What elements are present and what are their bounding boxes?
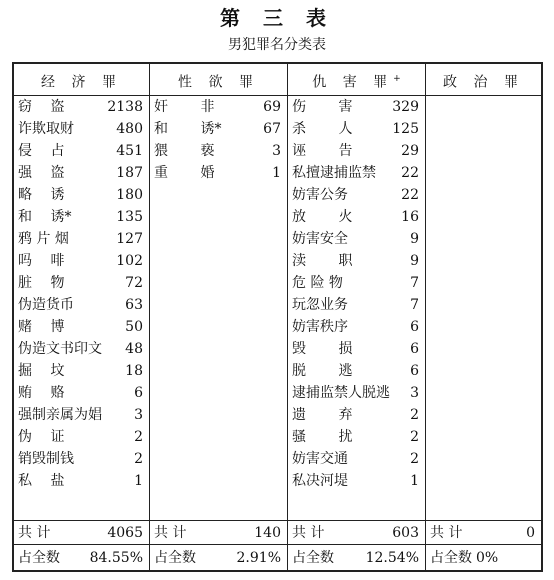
total-value: 603 bbox=[392, 525, 419, 541]
crime-count: 7 bbox=[410, 275, 419, 291]
percentage-value: 12.54% bbox=[365, 550, 419, 566]
crime-count: 125 bbox=[392, 121, 419, 137]
crime-label: 强 盗 bbox=[18, 165, 65, 181]
table-row bbox=[288, 206, 425, 228]
table-row bbox=[14, 294, 149, 316]
table-subtitle: 男犯罪名分类表 bbox=[228, 37, 326, 53]
crime-count: 9 bbox=[410, 231, 419, 247]
column-header bbox=[14, 64, 149, 96]
row-list bbox=[14, 96, 149, 492]
table-row bbox=[14, 96, 149, 118]
percentage-label: 占全数 bbox=[18, 550, 60, 566]
table-row bbox=[288, 228, 425, 250]
total-row bbox=[150, 520, 287, 545]
crime-count: 7 bbox=[410, 297, 419, 313]
table-row bbox=[14, 360, 149, 382]
crime-label: 猥 亵 bbox=[154, 143, 215, 159]
column-sexual bbox=[149, 64, 287, 570]
table-row bbox=[14, 184, 149, 206]
crime-count: 2 bbox=[410, 407, 419, 423]
crime-label: 私 盐 bbox=[18, 473, 65, 489]
row-list bbox=[288, 96, 425, 492]
crime-table bbox=[12, 62, 543, 572]
percentage-value: 0% bbox=[476, 550, 499, 566]
total-row bbox=[426, 520, 541, 545]
table-row bbox=[14, 250, 149, 272]
column-header bbox=[288, 64, 425, 96]
crime-count: 63 bbox=[125, 297, 143, 313]
table-row bbox=[14, 162, 149, 184]
table-row bbox=[14, 206, 149, 228]
header-label: 政 治 罪 bbox=[443, 74, 524, 91]
header-label: 性 欲 罪 bbox=[178, 74, 259, 91]
table-row bbox=[14, 448, 149, 470]
table-row bbox=[288, 250, 425, 272]
crime-label: 奸 非 bbox=[154, 99, 215, 115]
crime-count: 69 bbox=[263, 99, 281, 115]
crime-label: 诬 告 bbox=[292, 143, 353, 159]
crime-label: 侵 占 bbox=[18, 143, 65, 159]
crime-count: 6 bbox=[134, 385, 143, 401]
crime-label: 妨害交通 bbox=[292, 451, 348, 467]
crime-label: 窃 盗 bbox=[18, 99, 65, 115]
table-row bbox=[14, 272, 149, 294]
crime-count: 451 bbox=[116, 143, 143, 159]
percentage-label: 占全数 bbox=[292, 550, 334, 566]
crime-count: 72 bbox=[125, 275, 143, 291]
table-row bbox=[288, 338, 425, 360]
total-value: 4065 bbox=[107, 525, 143, 541]
crime-count: 329 bbox=[392, 99, 419, 115]
table-row bbox=[288, 316, 425, 338]
table-row bbox=[288, 162, 425, 184]
crime-label: 毁 损 bbox=[292, 341, 353, 357]
crime-label: 放 火 bbox=[292, 209, 353, 225]
total-row bbox=[14, 520, 149, 545]
crime-label: 鸦 片 烟 bbox=[18, 231, 69, 247]
column-header bbox=[426, 64, 541, 96]
page-title: 第 三 表 bbox=[220, 6, 334, 30]
table-row bbox=[14, 426, 149, 448]
crime-label: 脱 逃 bbox=[292, 363, 353, 379]
percentage-label: 占全数 bbox=[430, 550, 472, 566]
table-row bbox=[14, 228, 149, 250]
crime-label: 玩忽业务 bbox=[292, 297, 348, 313]
header-marker: + bbox=[393, 74, 401, 84]
column-economic bbox=[14, 64, 149, 570]
total-label: 共 计 bbox=[154, 525, 187, 541]
column-harm bbox=[287, 64, 425, 570]
crime-label: 遗 弃 bbox=[292, 407, 353, 423]
crime-count: 1 bbox=[272, 165, 281, 181]
percentage-value: 2.91% bbox=[236, 550, 281, 566]
crime-label: 吗 啡 bbox=[18, 253, 65, 269]
crime-label: 贿 赂 bbox=[18, 385, 65, 401]
table-row bbox=[288, 96, 425, 118]
table-row bbox=[288, 426, 425, 448]
crime-count: 22 bbox=[401, 187, 419, 203]
table-row bbox=[150, 162, 287, 184]
crime-count: 50 bbox=[125, 319, 143, 335]
crime-count: 2138 bbox=[107, 99, 143, 115]
crime-label: 妨害秩序 bbox=[292, 319, 348, 335]
crime-label: 和 诱* bbox=[18, 209, 72, 225]
crime-label: 渎 职 bbox=[292, 253, 353, 269]
crime-label: 妨害公务 bbox=[292, 187, 348, 203]
total-value: 0 bbox=[526, 525, 535, 541]
table-row bbox=[150, 96, 287, 118]
crime-count: 480 bbox=[116, 121, 143, 137]
crime-count: 6 bbox=[410, 363, 419, 379]
column-header bbox=[150, 64, 287, 96]
crime-label: 杀 人 bbox=[292, 121, 353, 137]
crime-label: 骚 扰 bbox=[292, 429, 353, 445]
percentage-label: 占全数 bbox=[154, 550, 196, 566]
crime-count: 2 bbox=[410, 451, 419, 467]
table-row bbox=[14, 470, 149, 492]
crime-label: 重 婚 bbox=[154, 165, 215, 181]
crime-count: 102 bbox=[116, 253, 143, 269]
total-label: 共 计 bbox=[430, 525, 463, 541]
total-label: 共 计 bbox=[18, 525, 51, 541]
crime-label: 伪造文书印文 bbox=[18, 341, 102, 357]
crime-count: 29 bbox=[401, 143, 419, 159]
crime-label: 强制亲属为娼 bbox=[18, 407, 102, 423]
crime-count: 187 bbox=[116, 165, 143, 181]
percentage-row bbox=[426, 544, 541, 571]
crime-label: 赌 博 bbox=[18, 319, 65, 335]
table-row bbox=[150, 140, 287, 162]
crime-count: 2 bbox=[134, 451, 143, 467]
crime-count: 9 bbox=[410, 253, 419, 269]
table-row bbox=[288, 294, 425, 316]
table-row bbox=[288, 360, 425, 382]
crime-label: 伤 害 bbox=[292, 99, 353, 115]
crime-label: 私擅逮捕监禁 bbox=[292, 165, 376, 181]
table-row bbox=[288, 140, 425, 162]
crime-label: 和 诱* bbox=[154, 121, 222, 137]
crime-count: 135 bbox=[116, 209, 143, 225]
crime-count: 180 bbox=[116, 187, 143, 203]
table-row bbox=[288, 470, 425, 492]
percentage-row bbox=[288, 544, 425, 571]
percentage-row bbox=[150, 544, 287, 571]
table-row bbox=[14, 338, 149, 360]
crime-count: 48 bbox=[125, 341, 143, 357]
crime-count: 16 bbox=[401, 209, 419, 225]
crime-label: 逮捕监禁人脱逃 bbox=[292, 385, 390, 401]
crime-count: 2 bbox=[410, 429, 419, 445]
crime-count: 18 bbox=[125, 363, 143, 379]
crime-count: 67 bbox=[263, 121, 281, 137]
crime-count: 6 bbox=[410, 341, 419, 357]
crime-label: 销毁制钱 bbox=[18, 451, 74, 467]
table-row bbox=[14, 404, 149, 426]
table-row bbox=[14, 382, 149, 404]
crime-label: 伪 证 bbox=[18, 429, 65, 445]
total-label: 共 计 bbox=[292, 525, 325, 541]
crime-count: 2 bbox=[134, 429, 143, 445]
percentage-value: 84.55% bbox=[89, 550, 143, 566]
crime-count: 3 bbox=[272, 143, 281, 159]
crime-count: 1 bbox=[134, 473, 143, 489]
table-row bbox=[150, 118, 287, 140]
column-political bbox=[425, 64, 541, 570]
table-row bbox=[14, 118, 149, 140]
crime-label: 私决河堤 bbox=[292, 473, 348, 489]
header-label: 经 济 罪 bbox=[41, 74, 122, 91]
table-row bbox=[14, 316, 149, 338]
crime-label: 伪造货币 bbox=[18, 297, 74, 313]
crime-count: 22 bbox=[401, 165, 419, 181]
table-row bbox=[288, 404, 425, 426]
crime-count: 1 bbox=[410, 473, 419, 489]
table-row bbox=[14, 140, 149, 162]
crime-label: 诈欺取财 bbox=[18, 121, 74, 137]
percentage-row bbox=[14, 544, 149, 571]
crime-count: 3 bbox=[134, 407, 143, 423]
header-label: 仇 害 罪 bbox=[312, 74, 394, 91]
table-row bbox=[288, 272, 425, 294]
total-value: 140 bbox=[254, 525, 281, 541]
table-row bbox=[288, 382, 425, 404]
row-list bbox=[150, 96, 287, 184]
table-row bbox=[288, 448, 425, 470]
crime-label: 脏 物 bbox=[18, 275, 65, 291]
crime-count: 3 bbox=[410, 385, 419, 401]
total-row bbox=[288, 520, 425, 545]
crime-count: 6 bbox=[410, 319, 419, 335]
table-row bbox=[288, 118, 425, 140]
crime-label: 妨害安全 bbox=[292, 231, 348, 247]
crime-label: 略 诱 bbox=[18, 187, 65, 203]
crime-label: 危 险 物 bbox=[292, 275, 343, 291]
crime-count: 127 bbox=[116, 231, 143, 247]
crime-label: 掘 坟 bbox=[18, 363, 65, 379]
table-row bbox=[288, 184, 425, 206]
